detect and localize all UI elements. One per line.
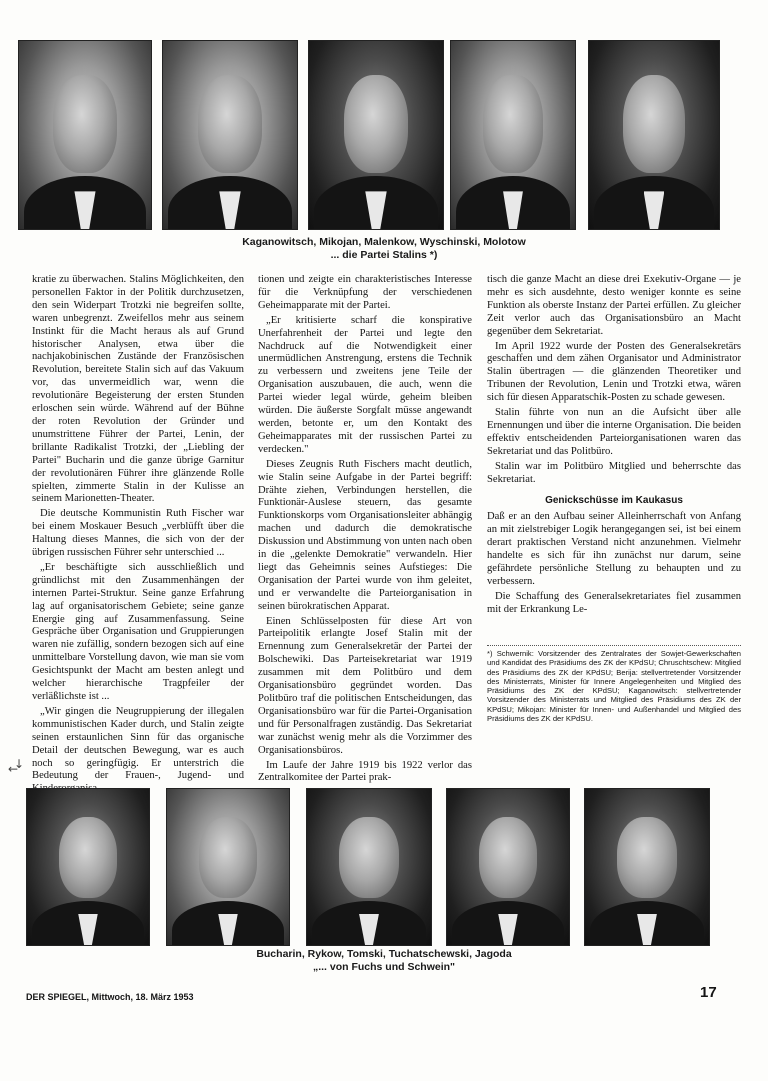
article-column-1 xyxy=(32,274,244,796)
col3-paragraph: Daß er an den Aufbau seiner Alleinherrschaft von Anfang an mit zielstrebiger Logik herangegangen sei, ist bei einem derart praktischen Verstand nicht anzunehmen. Vielmehr handelte es sich für ihn zunächst nur darum, seine gefährdete persönliche Stellung zu behaupten und zu verbessern. xyxy=(487,511,741,587)
margin-mark: ↓ xyxy=(14,757,25,771)
col3-paragraph: tisch die ganze Macht an diese drei Exekutiv-Organe — je mehr es sich ausdehnte, desto weniger konnte es seine Funktion als oberste Instanz der Partei erfüllen. Zu gleicher Zeit verlor auch das Organisationsbüro an Macht gegenüber dem Sekretariat. xyxy=(487,274,741,337)
col2-paragraph: „Er kritisierte scharf die konspirative Unerfahrenheit der Partei und legte den Nachdruck auf die Notwendigkeit einer unermüdlichen Anstrengung, erstens die Technik zu verbessern und zweitens jene Teile der Organisation auszubauen, die auch, wenn die Partei wieder legal würde, geheim bleiben würden. Die äußerste Sorgfalt müsse angewandt werden, betonte er, um den Kontakt des Geheimapparates mit der russischen Partei zu verdecken." xyxy=(258,314,472,455)
col1-paragraph: Die deutsche Kommunistin Ruth Fischer war bei einem Moskauer Besuch „verblüfft über die Haltung dieses Mannes, die sich von der der übrigen russischen Führer sehr unterschied ... xyxy=(32,508,244,559)
article-column-3 xyxy=(487,274,741,617)
portrait-bucharin xyxy=(26,788,150,946)
margin-mark: ← xyxy=(8,762,19,776)
portrait-malenkow xyxy=(308,40,444,230)
top-caption-line1: Kaganowitsch, Mikojan, Malenkow, Wyschinski, Molotow xyxy=(242,236,526,248)
col3-paragraph: Die Schaffung des Generalsekretariates fiel zusammen mit der Erkrankung Le- xyxy=(487,590,741,615)
bottom-caption-line1: Bucharin, Rykow, Tomski, Tuchatschewski, Jagoda xyxy=(256,948,512,960)
top-caption-line2: ... die Partei Stalins *) xyxy=(330,249,438,261)
masthead-footer: DER SPIEGEL, Mittwoch, 18. März 1953 xyxy=(26,992,194,1002)
footnote-divider xyxy=(487,645,741,646)
bottom-portrait-row xyxy=(0,788,768,944)
portrait-tomski xyxy=(306,788,432,946)
portrait-wyschinski xyxy=(450,40,576,230)
footnote: *) Schwernik: Vorsitzender des Zentralrates der Sowjet-Gewerkschaften und Kandidat des Präsidiums des ZK der KPdSU; Chruschtschew: Mitglied des Präsidiums des ZK der KPdSU; Berija: stellvertretender Vorsitzender des Ministerrats, Minister für Innere Angelegenheiten und Mitglied des Präsidiums des ZK der KPdSU; Kaganowitsch: stellvertretender Vorsitzender des Ministerrats und Mitglied des Präsidiums des ZK der KPdSU; Mikojan: Minister für Innen- und Außenhandel und Mitglied des Präsidiums des ZK der KPdSU. xyxy=(487,649,741,724)
portrait-rykow xyxy=(166,788,290,946)
col1-paragraph: „Er beschäftigte sich ausschließlich und gründlichst mit den Zusammenhängen der internen Partei-Struktur. Seine ganze Erfahrung lag auf organisatorischem Gebiete; seine ganze Energie ging auf Zusammenfassung. Seine Gespräche über Organisation und Gruppierungen waren nie zufällig, sondern bezogen sich auf eine unmittelbare Vorstellung davon, wie man sie vom Gesichtspunkt der Macht am besten anlegt und welcher hierarchische Tragpfeiler der verläßlichste ist ... xyxy=(32,561,244,702)
col2-paragraph: Einen Schlüsselposten für diese Art von Parteipolitik erlangte Josef Stalin mit der Ernennung zum Generalsekretär der Partei der Bolschewiki. Das Parteisekretariat war 1919 zusammen mit dem Politbüro und dem Organisationsbüro gegründet worden. Das Politbüro traf die politischen Entscheidungen, das Organisationsbüro war für die Partei-Organisation und für Personalfragen zuständig. Das Sekretariat war zunächst wenig mehr als die Vorzimmer des Organisationsbüros. xyxy=(258,615,472,756)
col3-paragraph: Stalin war im Politbüro Mitglied und beherrschte das Sekretariat. xyxy=(487,460,741,485)
col2-paragraph: tionen und zeigte ein charakteristisches Interesse für die Verknüpfung der verschiedenen Geheimapparate mit der Partei. xyxy=(258,274,472,311)
bottom-photo-caption xyxy=(0,948,768,974)
top-photo-caption xyxy=(0,236,768,262)
col1-paragraph: kratie zu überwachen. Stalins Möglichkeiten, den personellen Faktor in der Politik durchzusetzen, den sein Widerpart Trotzki nie begreifen sollte, waren unbegrenzt. Zweifellos mehr aus seinem Instinkt für die Macht heraus als auf Grund historischer Analysen, etwa über die nachjakobinischen Zustände der Französischen Revolution, bereitete Stalin sich auf das Vakuum vor, das unvermeidlich war, wenn die revolutionäre Begeisterung der ersten Stunden erloschen sein würde. Während auf der Bühne der roten Revolution der Gründer und unumstrittene Führer der Partei, Lenin, der brillante Radikalist Trotzki, der „Liebling der Partei" Bucharin und die ganze übrige Garnitur der revolutionären Führer ihre glänzende Rolle spielten, zimmerte Stalin in der Kulisse an seinem Marionetten-Theater. xyxy=(32,274,244,505)
portrait-mikojan xyxy=(162,40,298,230)
portrait-tuchatschewski xyxy=(446,788,570,946)
portrait-molotow xyxy=(588,40,720,230)
col2-paragraph: Dieses Zeugnis Ruth Fischers macht deutlich, wie Stalin seine Aufgabe in der Partei begriff: Drähte ziehen, Verbindungen herstellen, die Funktionär-Auslese steuern, das gesamte Funktionskorps vom Organisationsleiter abhängig machen und dadurch die demokratische Diskussion und Abstimmung von unten nach oben in die „gelenkte Demokratie" verwandeln. Hier liegt das Geheimnis seines Aufstieges: Die Organisation der Partei wurde von ihm geleitet, und er verwandelte die Parteiorganisation in seinen bürokratischen Apparat. xyxy=(258,458,472,612)
portrait-jagoda xyxy=(584,788,710,946)
col2-paragraph: Im Laufe der Jahre 1919 bis 1922 verlor das Zentralkomitee der Partei prak- xyxy=(258,759,472,784)
article-column-2 xyxy=(258,274,472,785)
col3-paragraph: Stalin führte von nun an die Aufsicht über alle Ernennungen und über die interne Organisation. Die beiden effektiv entscheidenden Parteiorganisationen waren das Sekretariat und das Politbüro. xyxy=(487,407,741,457)
section-heading: Genickschüsse im Kaukasus xyxy=(545,494,683,506)
top-portrait-row xyxy=(0,40,768,228)
col1-paragraph: „Wir gingen die Neugruppierung der illegalen kommunistischen Kader durch, und Stalin zeigte seinen erstaunlichen Sinn für das organische Detail der deutschen Bewegung, war es auch noch so geringfügig. Er unterstrich die Bedeutung der Frauen-, Jugend- und xyxy=(32,705,244,782)
portrait-kaganowitsch xyxy=(18,40,152,230)
bottom-caption-line2: „... von Fuchs und Schwein" xyxy=(312,961,456,973)
col3-paragraph: Im April 1922 wurde der Posten des Generalsekretärs geschaffen und dem zähen Organisator und Administrator Stalin übertragen — die glänzenden Theoretiker und Tribunen der Revolution, Lenin und Trotzki etwa, wären sich für diesen Apparatschik-Posten zu schade gewesen. xyxy=(487,340,741,404)
page-number: 17 xyxy=(700,984,717,1001)
